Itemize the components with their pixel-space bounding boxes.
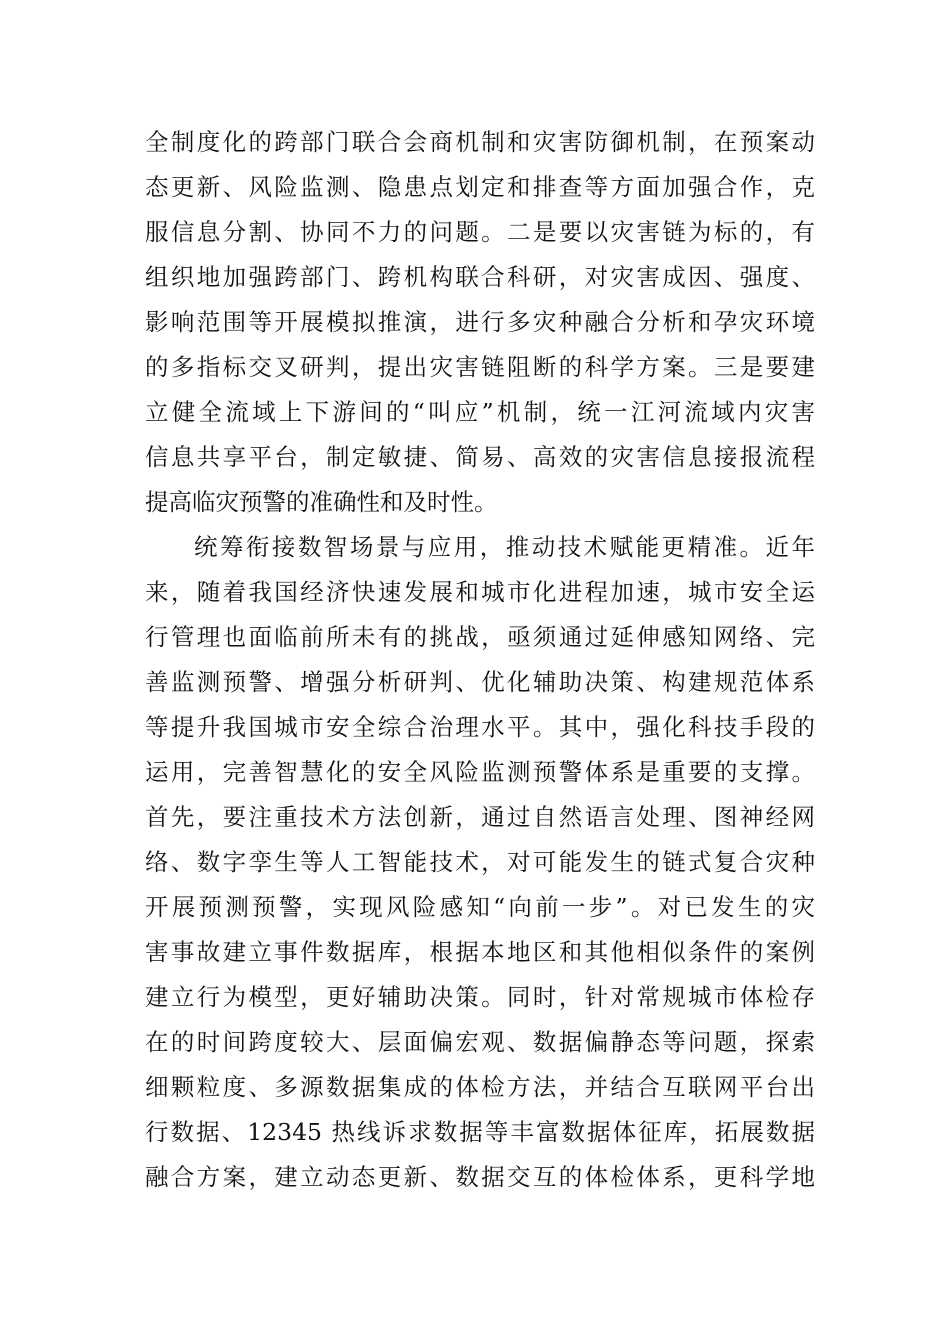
text-line: 络、数字孪生等人工智能技术，对可能发生的链式复合灾种 bbox=[145, 848, 815, 876]
text-line: 细颗粒度、多源数据集成的体检方法，并结合互联网平台出 bbox=[145, 1073, 815, 1101]
document-body bbox=[145, 120, 815, 1200]
text-line: 组织地加强跨部门、跨机构联合科研，对灾害成因、强度、 bbox=[145, 263, 815, 291]
paragraph bbox=[145, 120, 815, 525]
text-line: 融合方案，建立动态更新、数据交互的体检体系，更科学地 bbox=[145, 1163, 815, 1191]
text-line: 善监测预警、增强分析研判、优化辅助决策、构建规范体系 bbox=[145, 668, 815, 696]
text-line: 在的时间跨度较大、层面偏宏观、数据偏静态等问题，探索 bbox=[145, 1028, 815, 1056]
text-line: 等提升我国城市安全综合治理水平。其中，强化科技手段的 bbox=[145, 713, 815, 741]
text-line: 来，随着我国经济快速发展和城市化进程加速，城市安全运 bbox=[145, 578, 815, 606]
text-line: 提高临灾预警的准确性和及时性。 bbox=[145, 488, 498, 516]
text-line: 统筹衔接数智场景与应用，推动技术赋能更精准。近年 bbox=[194, 533, 815, 561]
paragraph bbox=[145, 525, 815, 1200]
text-line: 行数据、12345 热线诉求数据等丰富数据体征库，拓展数据 bbox=[145, 1118, 815, 1146]
text-line: 建立行为模型，更好辅助决策。同时，针对常规城市体检存 bbox=[145, 983, 815, 1011]
text-line: 开展预测预警，实现风险感知“向前一步”。对已发生的灾 bbox=[145, 893, 815, 921]
text-line: 立健全流域上下游间的“叫应”机制，统一江河流域内灾害 bbox=[145, 398, 815, 426]
text-line: 服信息分割、协同不力的问题。二是要以灾害链为标的，有 bbox=[145, 218, 815, 246]
text-line: 运用，完善智慧化的安全风险监测预警体系是重要的支撑。 bbox=[145, 758, 815, 786]
text-line: 态更新、风险监测、隐患点划定和排查等方面加强合作，克 bbox=[145, 173, 815, 201]
text-line: 害事故建立事件数据库，根据本地区和其他相似条件的案例 bbox=[145, 938, 815, 966]
text-line: 影响范围等开展模拟推演，进行多灾种融合分析和孕灾环境 bbox=[145, 308, 815, 336]
text-line: 全制度化的跨部门联合会商机制和灾害防御机制，在预案动 bbox=[145, 128, 815, 156]
text-line: 行管理也面临前所未有的挑战，亟须通过延伸感知网络、完 bbox=[145, 623, 815, 651]
text-line: 的多指标交叉研判，提出灾害链阻断的科学方案。三是要建 bbox=[145, 353, 815, 381]
text-line: 首先，要注重技术方法创新，通过自然语言处理、图神经网 bbox=[145, 803, 815, 831]
text-line: 信息共享平台，制定敏捷、简易、高效的灾害信息接报流程 bbox=[145, 443, 815, 471]
